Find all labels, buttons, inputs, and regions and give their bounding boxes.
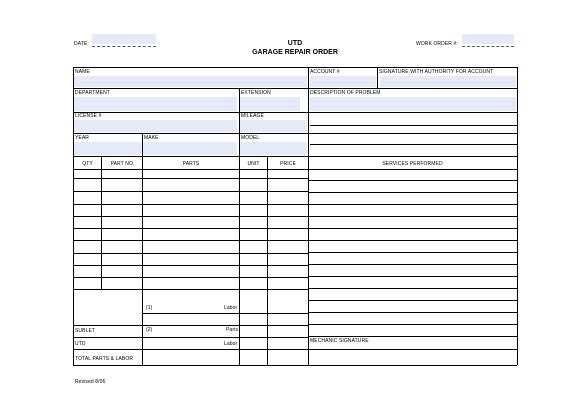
name-field[interactable]: [74, 76, 307, 87]
form-bottom-border: [73, 365, 517, 366]
table-row-line: [73, 228, 309, 229]
table-row-line: [73, 204, 309, 205]
description-line-1: [310, 125, 517, 126]
signature-authority-field[interactable]: [380, 76, 516, 87]
info-divider-center: [308, 67, 309, 156]
date-field[interactable]: [92, 34, 156, 44]
services-line: [309, 276, 517, 277]
model-label: MODEL: [241, 135, 260, 141]
unit-header: UNIT: [247, 161, 260, 167]
utd-label: UTD: [75, 341, 86, 347]
form-top-border: [73, 67, 517, 68]
parts-footer-label: Parts: [226, 327, 239, 333]
form-title: GARAGE REPAIR ORDER: [252, 49, 338, 56]
info-divider-account: [377, 67, 378, 88]
services-line: [309, 288, 517, 289]
mechanic-signature-label: MECHANIC SIGNATURE: [310, 338, 369, 344]
part-no-header: PART NO.: [110, 161, 135, 167]
services-line: [309, 204, 517, 205]
services-line: [309, 228, 517, 229]
revised-date: Revised 8/06: [75, 379, 106, 385]
work-order-label: WORK ORDER #:: [416, 41, 458, 47]
table-row-line: [73, 178, 309, 179]
services-line: [309, 300, 517, 301]
table-row-line: [73, 265, 309, 266]
price-header: PRICE: [280, 161, 296, 167]
services-line: [309, 252, 517, 253]
department-label: DEPARTMENT: [75, 90, 110, 96]
services-line: [309, 216, 517, 217]
info-line-3: [73, 133, 517, 134]
table-row-line: [73, 191, 309, 192]
table-row-line: [73, 240, 309, 241]
services-line: [309, 312, 517, 313]
account-label: ACCOUNT #: [310, 69, 340, 75]
parts-header: PARTS: [182, 161, 200, 167]
labor1-line: [142, 313, 309, 314]
utd-bottom-line: [73, 349, 309, 350]
qty-header: QTY: [82, 161, 93, 167]
work-order-underline: [462, 46, 514, 47]
info-line-1: [73, 88, 517, 89]
mileage-field[interactable]: [240, 120, 307, 132]
column-divider-part-no: [142, 156, 143, 365]
column-divider-unit: [267, 156, 268, 365]
table-row-line: [73, 289, 309, 290]
services-line: [309, 336, 517, 337]
description-line-2: [310, 144, 517, 145]
services-header: SERVICES PERFORMED: [382, 161, 443, 167]
account-field[interactable]: [310, 76, 376, 87]
department-field[interactable]: [74, 97, 237, 111]
sublet-top-line: [73, 325, 309, 326]
labor3-label: Labor: [224, 341, 238, 347]
column-divider-parts: [239, 156, 240, 365]
description-label: DESCRIPTION OF PROBLEM: [310, 90, 381, 96]
labor2-number: (2): [146, 327, 153, 333]
license-label: LICENSE #: [75, 113, 102, 119]
work-order-field[interactable]: [462, 34, 514, 44]
date-underline: [92, 46, 156, 47]
table-header-line: [73, 169, 517, 170]
model-field[interactable]: [240, 142, 307, 155]
total-parts-labor-label: TOTAL PARTS & LABOR: [75, 356, 134, 362]
license-field[interactable]: [74, 120, 237, 132]
info-divider-year: [142, 133, 143, 156]
services-line: [309, 349, 517, 350]
year-label: YEAR: [75, 135, 90, 141]
company-title: UTD: [287, 40, 303, 47]
name-label: NAME: [75, 69, 90, 75]
extension-field[interactable]: [240, 97, 300, 111]
services-line: [309, 180, 517, 181]
labor1-label: Labor: [224, 305, 238, 311]
info-line-2: [73, 112, 517, 113]
services-line: [309, 192, 517, 193]
description-field[interactable]: [310, 97, 516, 111]
sublet-bottom-line: [73, 337, 309, 338]
make-label: MAKE: [144, 135, 159, 141]
table-row-line: [73, 253, 309, 254]
table-row-line: [73, 216, 309, 217]
services-line: [309, 324, 517, 325]
extension-label: EXTENSION: [241, 90, 271, 96]
sublet-label: SUBLET: [75, 328, 96, 334]
make-field[interactable]: [143, 142, 237, 155]
services-line: [309, 264, 517, 265]
mileage-label: MILEAGE: [241, 113, 264, 119]
labor1-number: (1): [146, 305, 153, 311]
form-right-border: [517, 67, 518, 365]
date-label: DATE:: [74, 41, 89, 47]
services-line: [309, 240, 517, 241]
column-divider-price: [308, 156, 309, 365]
info-line-4: [73, 156, 517, 157]
column-divider-qty: [101, 156, 102, 289]
signature-authority-label: SIGNATURE WITH AUTHORITY FOR ACCOUNT: [379, 69, 494, 75]
info-divider-extension: [239, 88, 240, 156]
table-row-line: [73, 277, 309, 278]
year-field[interactable]: [74, 142, 142, 155]
